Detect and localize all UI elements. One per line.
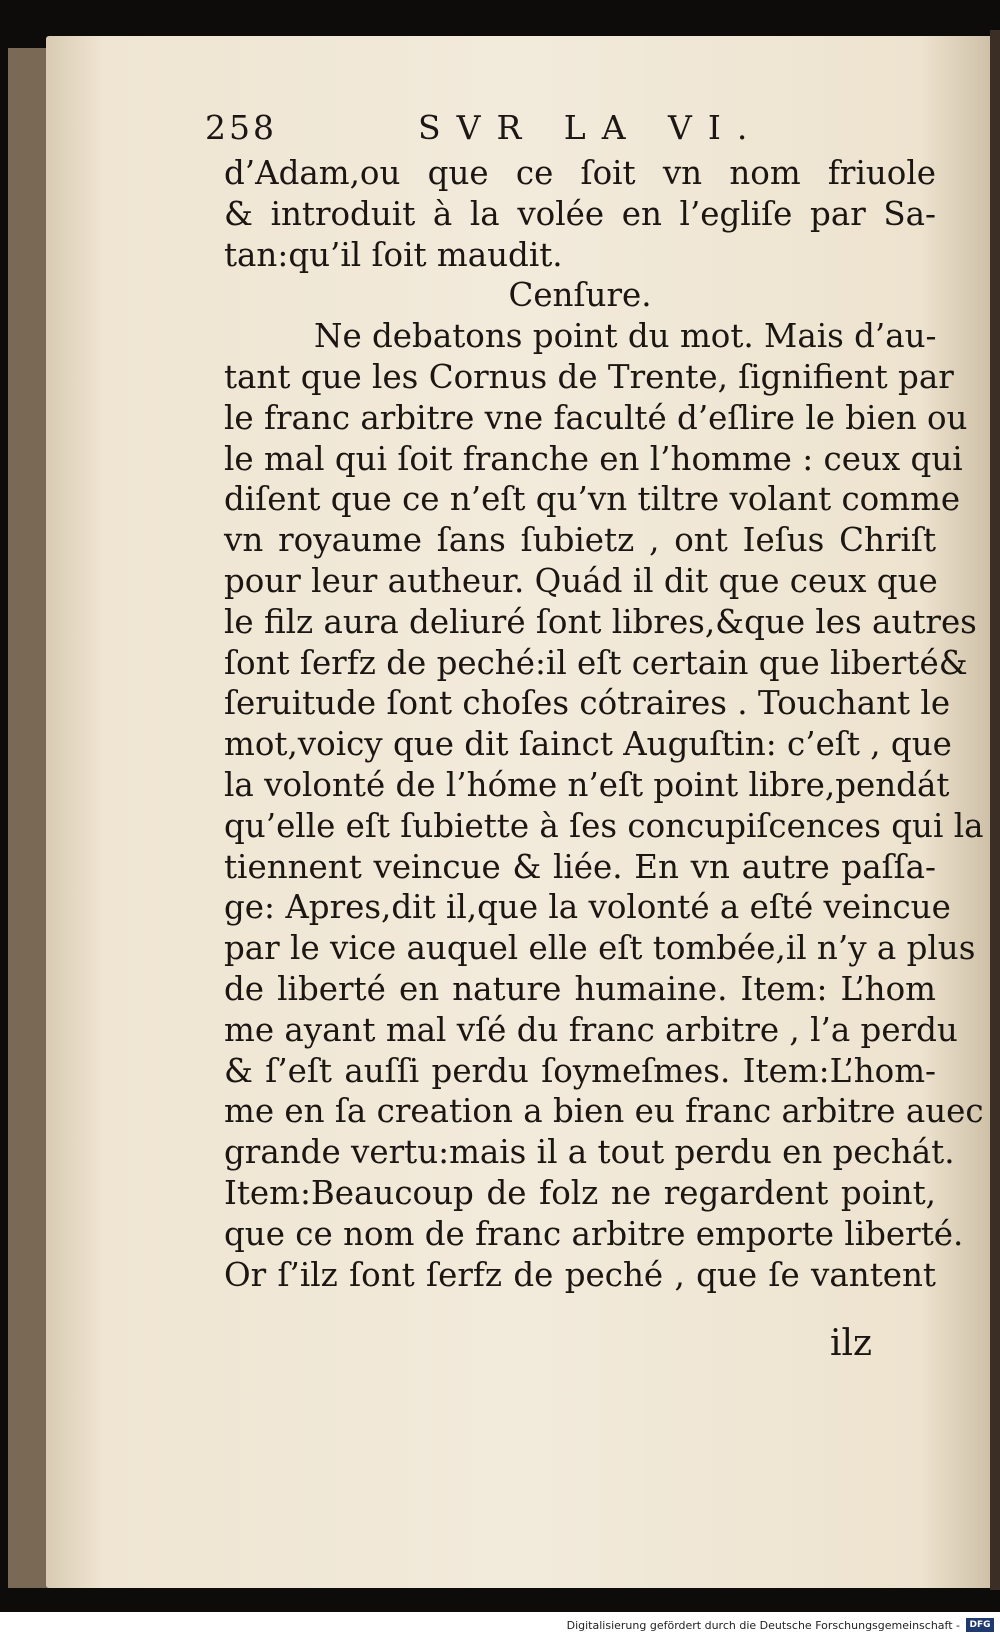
text-line: le mal qui ſoit franche en l’homme : ceux qui: [224, 439, 963, 478]
text-line: & ſ’eſt auſſi perdu ſoymeſmes. Item:L’hom-: [224, 1051, 936, 1090]
page-header: [205, 108, 895, 148]
section-heading: Cenſure.: [508, 276, 652, 315]
text-line: ſeruitude ſont choſes cótraires . Touchant le: [224, 684, 951, 723]
text-line: qu’elle eſt ſubiette à ſes concupiſcences qui la: [224, 806, 984, 845]
book-edge: [990, 30, 1000, 1590]
page-number: 258: [205, 108, 277, 147]
text-line: le filz aura deliuré ſont libres,&que les autres: [224, 602, 977, 641]
digitization-footer: [0, 1612, 1000, 1638]
text-line: tant que les Cornus de Trente, ſignifient par: [224, 357, 954, 396]
dfg-logo-icon: DFG: [966, 1618, 994, 1632]
text-line: la volonté de l’hóme n’eſt point libre,pendát: [224, 765, 950, 804]
text-line: tiennent veincue & liée. En vn autre paſſa-: [224, 847, 936, 886]
text-line: me en ſa creation a bien eu franc arbitre auec: [224, 1092, 984, 1131]
text-line: mot,voicy que dit ſainct Auguſtin: c’eſt , que: [224, 725, 952, 764]
text-line: ge: Apres,dit il,que la volonté a eſté veincue: [224, 888, 951, 927]
text-line: tan:qu’il ſoit maudit.: [224, 235, 563, 274]
running-head: SVR LA VI.: [418, 108, 764, 147]
text-line: d’Adam,ou que ce ſoit vn nom friuole: [224, 154, 936, 192]
text-line: de liberté en nature humaine. Item: L’hom: [224, 969, 936, 1008]
catchword: ilz: [830, 1323, 872, 1364]
text-line: pour leur autheur. Quád il dit que ceux que: [224, 561, 938, 600]
text-line: le franc arbitre vne faculté d’eſlire le bien ou: [224, 398, 968, 437]
text-line: me ayant mal vſé du franc arbitre , l’a perdu: [224, 1010, 958, 1049]
text-line: Ne debatons point du mot. Mais d’au-: [314, 317, 937, 356]
text-line: grande vertu:mais il a tout perdu en pechát.: [224, 1133, 955, 1172]
text-line: que ce nom de franc arbitre emporte liberté.: [224, 1214, 964, 1253]
footer-credit: Digitalisierung gefördert durch die Deutsche Forschungsgemeinschaft -: [566, 1619, 960, 1632]
text-line: diſent que ce n’eſt qu’vn tiltre volant comme: [224, 480, 961, 519]
text-line: & introduit à la volée en l’egliſe par Sa-: [224, 194, 936, 233]
text-line: Item:Beaucoup de folz ne regardent point,: [224, 1173, 936, 1212]
text-line: ſont ſerfz de peché:il eſt certain que liberté&: [224, 643, 968, 682]
text-line: vn royaume ſans ſubietz , ont Ieſus Chriſt: [224, 521, 936, 560]
body-text: [224, 153, 984, 1295]
text-line: Or ſ’ilz ſont ſerfz de peché , que ſe vantent: [224, 1255, 936, 1294]
text-line: par le vice auquel elle eſt tombée,il n’y a plus: [224, 929, 976, 968]
